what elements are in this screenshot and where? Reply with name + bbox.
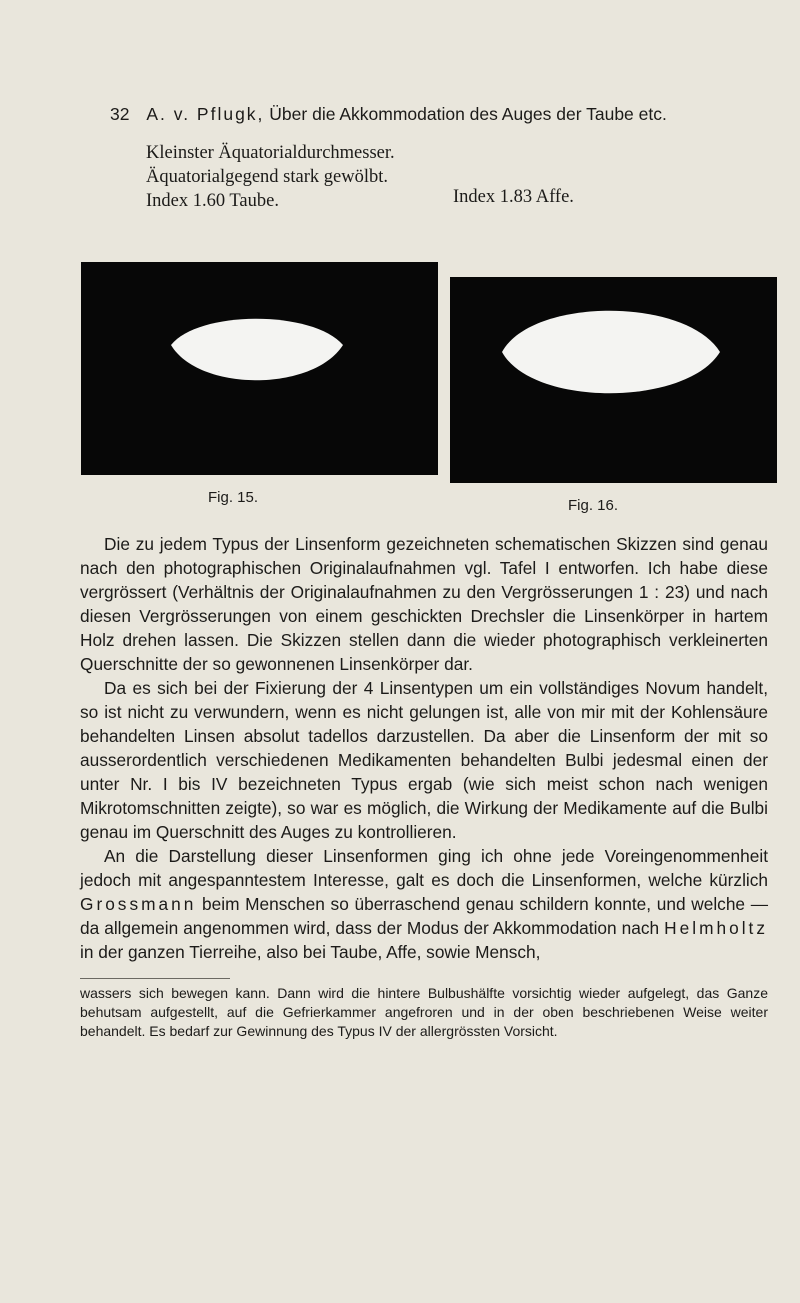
fig16-label: Fig. 16. bbox=[568, 497, 619, 514]
page-number: 32 bbox=[110, 104, 130, 124]
fig16-caption: Index 1.83 Affe. bbox=[453, 187, 574, 207]
paragraph-2: Da es sich bei der Fixierung der 4 Linsentypen um ein vollständiges Novum handelt, so ist nicht zu verwundern, wenn es nicht gelungen ist, alle von mir mit der Kohlensäure behandelten Linsen absolut tadellos darzustellen. Da aber die Linsenform der mit so ausserordentlich verschiedenen Medikamenten behandelten Bulbi jedesmal einen der unter Nr. I bis IV bezeichneten Typus ergab (wie sich meist schon nach wenigen Mikrotomschnitten zeigte), so war es möglich, die Wirkung der Medikamente auf die Bulbi genau im Querschnitt des Auges zu kontrollieren. bbox=[80, 678, 768, 842]
lens-shape-taube bbox=[81, 262, 438, 475]
footnote: wassers sich bewegen kann. Dann wird die hintere Bulbushälfte vorsichtig wieder aufgelegt, das Ganze behutsam aufgestellt, auf die Gefrierkammer angefroren und in der oben beschriebenen Weise weiter behandelt. Es bedarf zur Gewinnung des Typus IV der allergrössten Vorsicht. bbox=[80, 985, 768, 1039]
name-grossmann: Grossmann bbox=[80, 894, 197, 914]
figure-15-lens-cross-section bbox=[81, 262, 438, 475]
paragraph-3 bbox=[80, 844, 768, 964]
caption-line: Äquatorialgegend stark gewölbt. bbox=[146, 167, 388, 187]
body-text bbox=[80, 532, 768, 964]
author-name: A. v. Pflugk, bbox=[146, 104, 265, 124]
caption-line: Kleinster Äquatorialdurchmesser. bbox=[146, 143, 395, 163]
paragraph-3-text: An die Darstellung dieser Linsenformen ging ich ohne jede Voreingenommenheit jedoch mit angespanntestem Interesse, galt es doch die Linsenformen, welche kürzlich bbox=[80, 846, 768, 890]
footnote-divider bbox=[80, 978, 230, 979]
name-helmholtz: Helmholtz bbox=[664, 918, 768, 938]
paragraph-3-text: beim Menschen so überraschend genau schildern konnte, und welche — da allgemein angenommen wird, dass der Modus der Akkommodation nach bbox=[80, 894, 769, 938]
paragraph-1: Die zu jedem Typus der Linsenform gezeichneten schematischen Skizzen sind genau nach den photographischen Originalaufnahmen vgl. Tafel I entworfen. Ich habe diese vergrössert (Verhältnis der Originalaufnahmen zu den Vergrösserungen 1 : 23) und nach diesen Vergrösserungen von einem geschickten Drechsler die Linsenkörper in hartem Holz drehen lassen. Die Skizzen stellen dann die wieder photographisch verkleinerten Querschnitte der so gewonnenen Linsenkörper dar. bbox=[80, 534, 768, 674]
fig15-label: Fig. 15. bbox=[208, 489, 259, 506]
figure-16-lens-cross-section bbox=[450, 277, 777, 483]
running-head bbox=[110, 104, 667, 125]
lens-shape-affe bbox=[450, 277, 777, 483]
fig15-caption bbox=[146, 141, 395, 213]
article-title: Über die Akkommodation des Auges der Taube etc. bbox=[269, 104, 667, 124]
paragraph-3-text: in der ganzen Tierreihe, also bei Taube, Affe, sowie Mensch, bbox=[80, 942, 541, 962]
caption-line: Index 1.60 Taube. bbox=[146, 191, 279, 211]
